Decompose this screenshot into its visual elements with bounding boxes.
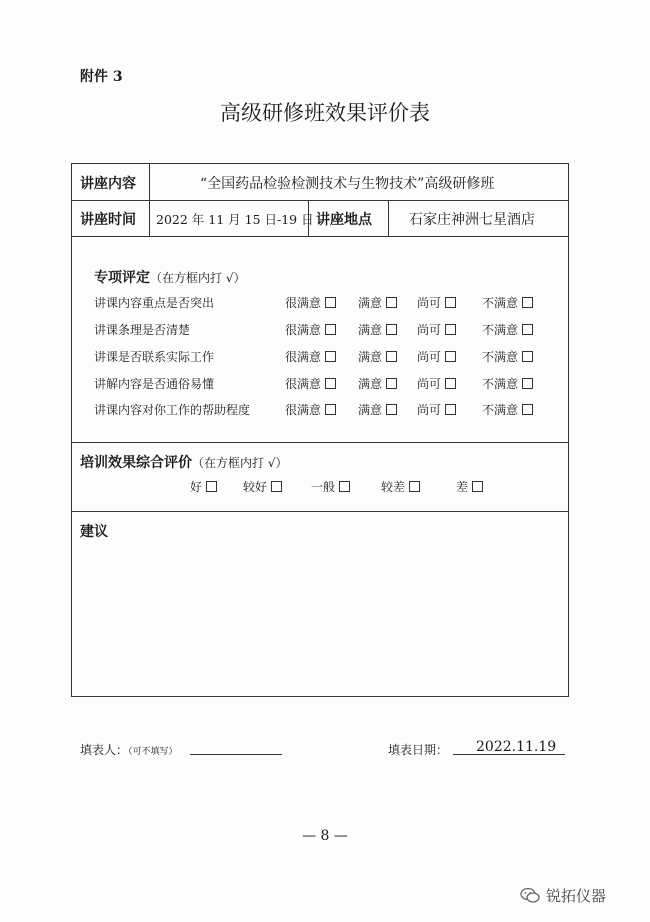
divider (72, 200, 568, 201)
checkbox[interactable] (386, 351, 397, 362)
filler-field (80, 741, 178, 758)
checkbox[interactable] (522, 324, 533, 335)
checkbox[interactable] (522, 378, 533, 389)
rating-option: 尚可 (417, 348, 456, 365)
overall-option-poor: 差 (456, 478, 483, 495)
rating-option: 不满意 (482, 294, 533, 311)
evaluation-form (71, 163, 569, 697)
criterion-5: 讲课内容对你工作的帮助程度 (94, 403, 251, 417)
filler-label: 填表人： (80, 743, 129, 757)
overall-option-fairly-good: 较好 (243, 478, 282, 495)
lecture-time-label: 讲座时间 (80, 212, 136, 228)
criterion-1: 讲课内容重点是否突出 (94, 296, 215, 310)
checkbox[interactable] (325, 404, 336, 415)
lecture-place-value: 石家庄神洲七星酒店 (409, 212, 535, 228)
checkbox[interactable] (445, 378, 456, 389)
overall-heading (80, 452, 287, 472)
checkbox[interactable] (522, 404, 533, 415)
rating-option: 不满意 (482, 348, 533, 365)
specific-heading-text: 专项评定 (94, 270, 150, 286)
watermark-text: 锐拓仪器 (546, 887, 607, 905)
checkbox[interactable] (325, 324, 336, 335)
overall-option-average: 一般 (311, 478, 350, 495)
rating-option: 满意 (358, 294, 397, 311)
lecture-content-value: “全国药品检验检测技术与生物技术”高级研修班 (200, 176, 495, 192)
lecture-place-label: 讲座地点 (316, 212, 372, 228)
checkbox[interactable] (409, 481, 420, 492)
criterion-3: 讲课是否联系实际工作 (94, 350, 215, 364)
rating-option: 不满意 (482, 375, 533, 392)
form-title: 高级研修班效果评价表 (220, 101, 430, 125)
checkbox[interactable] (325, 297, 336, 308)
suggestion-label: 建议 (80, 524, 108, 540)
rating-option: 很满意 (285, 401, 336, 418)
rating-option: 满意 (358, 375, 397, 392)
date-underline (453, 754, 565, 755)
watermark (520, 885, 606, 908)
divider (72, 511, 568, 512)
rating-option: 满意 (358, 321, 397, 338)
checkbox[interactable] (445, 404, 456, 415)
checkbox[interactable] (445, 297, 456, 308)
rating-option: 不满意 (482, 321, 533, 338)
checkbox[interactable] (445, 324, 456, 335)
divider (388, 200, 389, 236)
attachment-label: 附件 3 (80, 69, 123, 85)
divider (72, 442, 568, 443)
checkbox[interactable] (445, 351, 456, 362)
rating-option: 尚可 (417, 401, 456, 418)
divider (149, 164, 150, 236)
suggestion-field[interactable] (80, 544, 560, 689)
criterion-4: 讲解内容是否通俗易懂 (94, 377, 215, 391)
lecture-time-value: 2022 年 11 月 15 日-19 日 (156, 212, 314, 227)
specific-note: （在方框内打 √） (150, 271, 246, 285)
checkbox[interactable] (386, 297, 397, 308)
checkbox[interactable] (386, 324, 397, 335)
rating-option: 很满意 (285, 348, 336, 365)
checkbox[interactable] (522, 297, 533, 308)
specific-heading (94, 267, 245, 287)
date-label: 填表日期： (388, 743, 449, 757)
divider (72, 236, 568, 237)
checkbox[interactable] (339, 481, 350, 492)
rating-option: 尚可 (417, 321, 456, 338)
rating-option: 很满意 (285, 321, 336, 338)
criterion-2: 讲课条理是否清楚 (94, 323, 191, 337)
filler-note: （可不填写） (128, 747, 178, 757)
checkbox[interactable] (325, 351, 336, 362)
checkbox[interactable] (271, 481, 282, 492)
filler-input-line[interactable] (190, 754, 282, 755)
checkbox[interactable] (386, 378, 397, 389)
overall-option-good: 好 (190, 478, 217, 495)
checkbox[interactable] (386, 404, 397, 415)
checkbox[interactable] (522, 351, 533, 362)
rating-option: 尚可 (417, 375, 456, 392)
rating-option: 满意 (358, 401, 397, 418)
date-value[interactable]: 2022.11.19 (476, 739, 557, 755)
rating-option: 很满意 (285, 294, 336, 311)
overall-heading-text: 培训效果综合评价 (80, 455, 192, 471)
rating-option: 很满意 (285, 375, 336, 392)
lecture-content-label: 讲座内容 (80, 176, 136, 192)
checkbox[interactable] (206, 481, 217, 492)
rating-option: 不满意 (482, 401, 533, 418)
checkbox[interactable] (325, 378, 336, 389)
checkbox[interactable] (472, 481, 483, 492)
rating-option: 满意 (358, 348, 397, 365)
overall-option-poorer: 较差 (381, 478, 420, 495)
wechat-icon (520, 887, 540, 908)
overall-note: （在方框内打 √） (192, 456, 288, 470)
page-number: — 8 — (302, 828, 348, 844)
rating-option: 尚可 (417, 294, 456, 311)
